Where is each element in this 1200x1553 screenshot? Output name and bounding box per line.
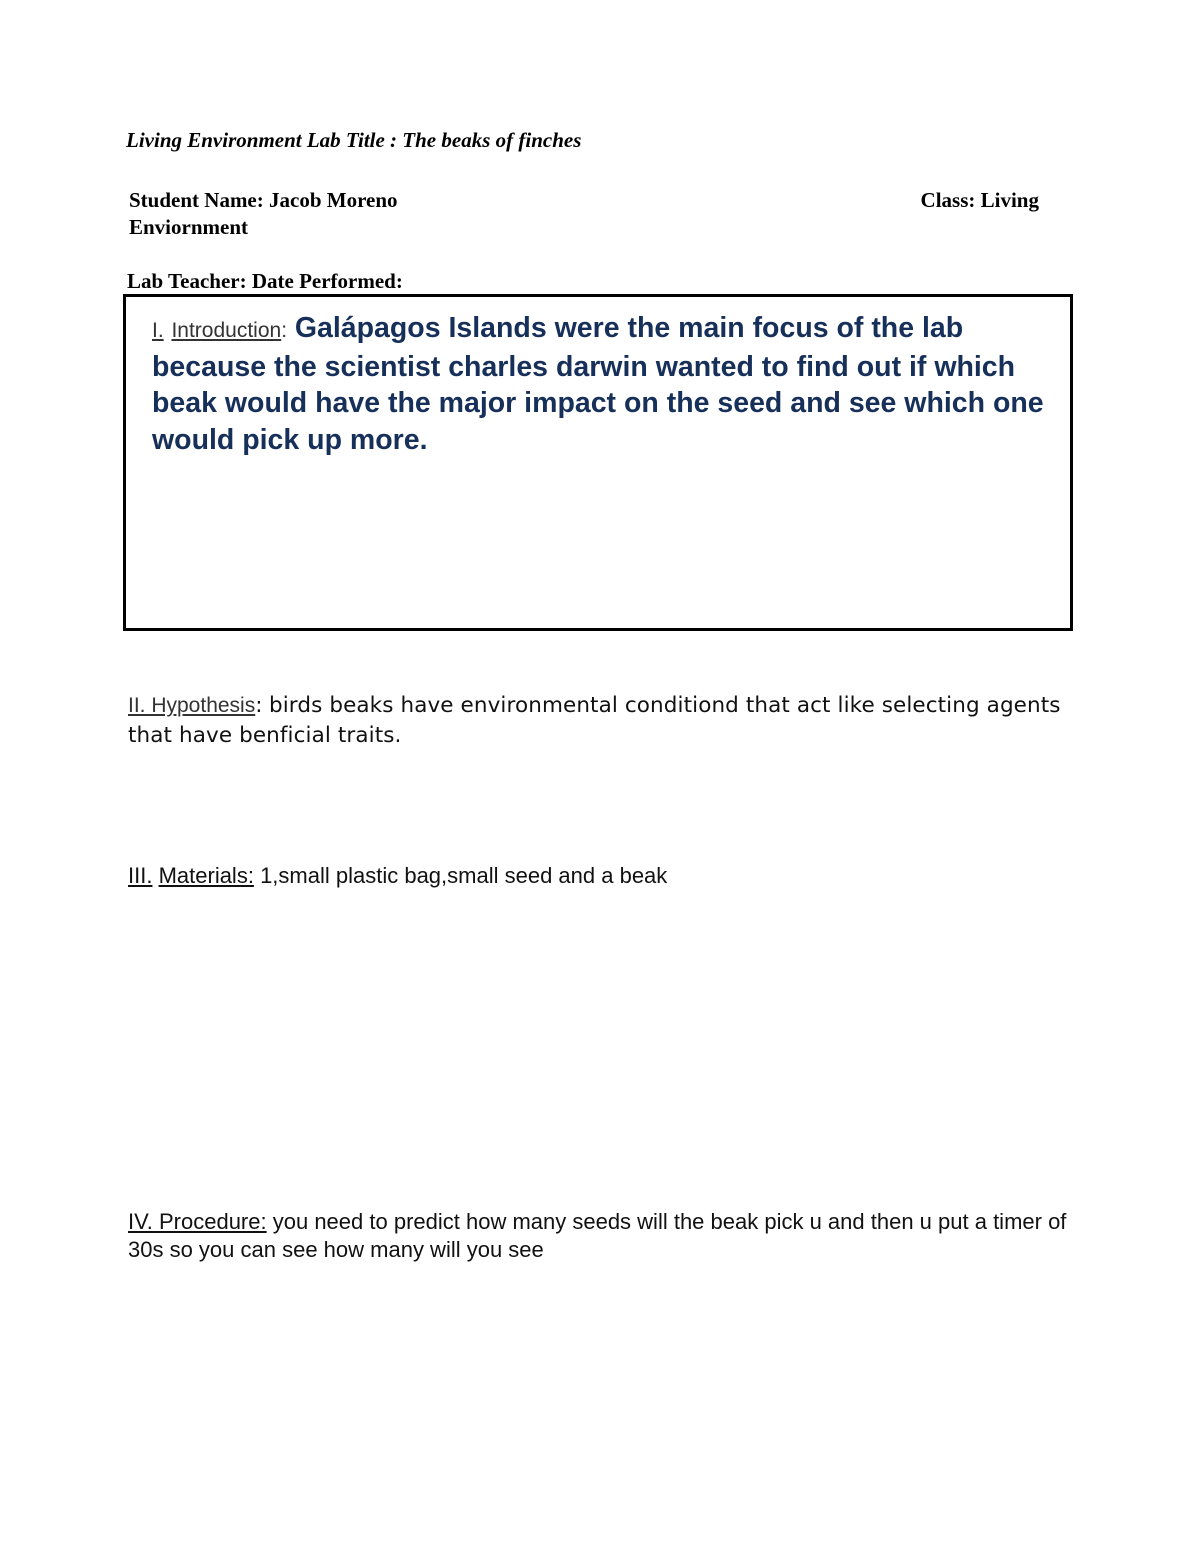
class-label: Class: Living [920,188,1039,212]
hypothesis-label: II. Hypothesis [128,694,256,717]
student-name: Student Name: Jacob Moreno [129,188,398,212]
procedure-text: you need to predict how many seeds will the beak pick u and then u put a timer of 30s so you can see how many will you see [128,1209,1067,1262]
lab-title: Living Environment Lab Title : The beaks of finches [126,128,582,152]
introduction-numeral: I. [152,319,164,342]
procedure-section [128,1208,1078,1264]
hypothesis-text: birds beaks have environmental conditiond that act like selecting agents that have benficial traits. [128,693,1061,748]
introduction-section [152,310,1057,458]
introduction-text: Galápagos Islands were the main focus of the lab because the scientist charles darwin wanted to find out if which beak would have the major impact on the seed and see which one would pick up more. [152,312,1044,456]
hypothesis-section [128,690,1088,750]
materials-text: 1,small plastic bag,small seed and a beak [260,863,668,888]
class-continued: Enviornment [129,215,249,239]
procedure-label: IV. Procedure: [128,1209,267,1234]
introduction-label: Introduction [171,319,282,342]
lab-teacher-date: Lab Teacher: Date Performed: [127,269,403,293]
materials-section [128,862,667,890]
materials-label: Materials: [158,863,254,888]
hypothesis-colon: : [255,693,263,718]
student-info-line [129,187,1039,214]
introduction-box [123,294,1073,631]
introduction-colon: : [281,319,288,342]
student-info [129,187,1039,241]
materials-numeral: III. [128,863,153,888]
